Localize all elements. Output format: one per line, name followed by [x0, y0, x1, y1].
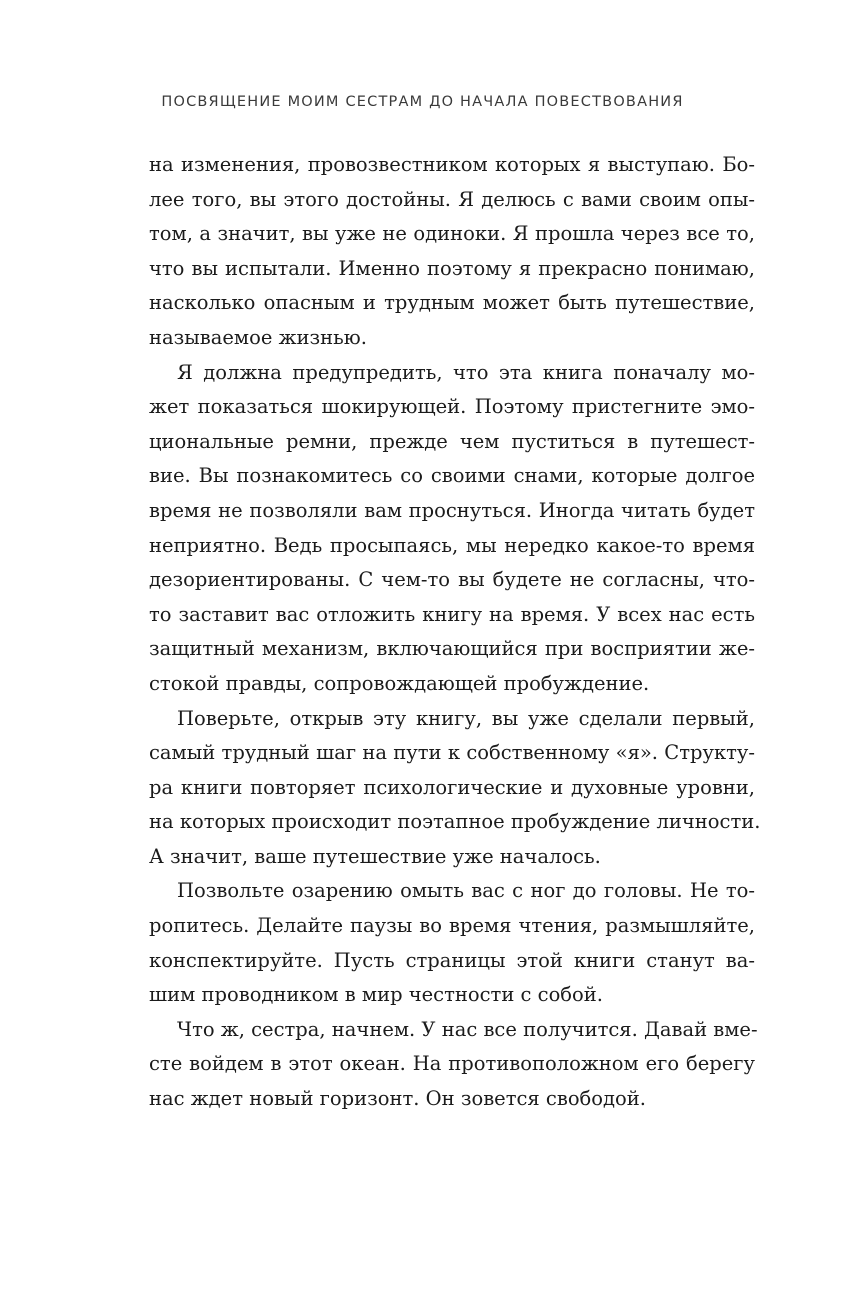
text-line: защитный механизм, включающийся при восприятии же-: [149, 637, 755, 661]
body-text: [149, 148, 761, 1117]
text-line: называемое жизнью.: [149, 325, 367, 349]
text-line: лее того, вы этого достойны. Я делюсь с вами своим опы-: [149, 187, 755, 211]
text-line: конспектируйте. Пусть страницы этой книги станут ва-: [149, 948, 755, 972]
paragraph: [149, 1013, 758, 1117]
text-line: сте войдем в этот океан. На противоположном его берегу: [149, 1052, 755, 1076]
text-line: самый трудный шаг на пути к собственному «я». Структу-: [149, 741, 755, 765]
text-line: на изменения, провозвестником которых я выступаю. Бо-: [149, 153, 755, 176]
text-line: что вы испытали. Именно поэтому я прекрасно понимаю,: [149, 256, 755, 280]
text-line: на которых происходит поэтапное пробуждение личности.: [149, 810, 761, 834]
text-line: насколько опасным и трудным может быть путешествие,: [149, 291, 755, 315]
paragraph: [149, 148, 755, 356]
text-line: нас ждет новый горизонт. Он зовется свободой.: [149, 1087, 646, 1111]
text-line: ропитесь. Делайте паузы во время чтения, размышляйте,: [149, 914, 755, 938]
running-head: ПОСВЯЩЕНИЕ МОИМ СЕСТРАМ ДО НАЧАЛА ПОВЕСТВОВАНИЯ: [161, 94, 684, 110]
paragraph: [149, 356, 755, 702]
text-line: время не позволяли вам проснуться. Иногда читать будет: [149, 498, 755, 522]
paragraph: [149, 874, 755, 1012]
text-line: неприятно. Ведь просыпаясь, мы нередко какое-то время: [149, 533, 755, 557]
text-line: то заставит вас отложить книгу на время. У всех нас есть: [149, 602, 755, 626]
text-line: вие. Вы познакомитесь со своими снами, которые долгое: [149, 464, 755, 488]
text-line: дезориентированы. С чем-то вы будете не согласны, что-: [149, 568, 755, 592]
text-line: стокой правды, сопровождающей пробуждение.: [149, 671, 650, 695]
text-line: жет показаться шокирующей. Поэтому пристегните эмо-: [149, 395, 755, 419]
text-line: циональные ремни, прежде чем пуститься в путешест-: [149, 429, 755, 453]
paragraph: [149, 702, 761, 875]
text-line: том, а значит, вы уже не одиноки. Я прошла через все то,: [149, 222, 755, 246]
text-line: Позвольте озарению омыть вас с ног до головы. Не то-: [177, 879, 755, 903]
text-line: ра книги повторяет психологические и духовные уровни,: [149, 775, 755, 799]
text-line: Поверьте, открыв эту книгу, вы уже сделали первый,: [177, 706, 755, 730]
text-line: Что ж, сестра, начнем. У нас все получится. Давай вме-: [177, 1017, 758, 1041]
text-line: А значит, ваше путешествие уже началось.: [149, 844, 601, 868]
text-line: шим проводником в мир честности с собой.: [149, 983, 603, 1007]
text-line: Я должна предупредить, что эта книга поначалу мо-: [177, 360, 755, 384]
